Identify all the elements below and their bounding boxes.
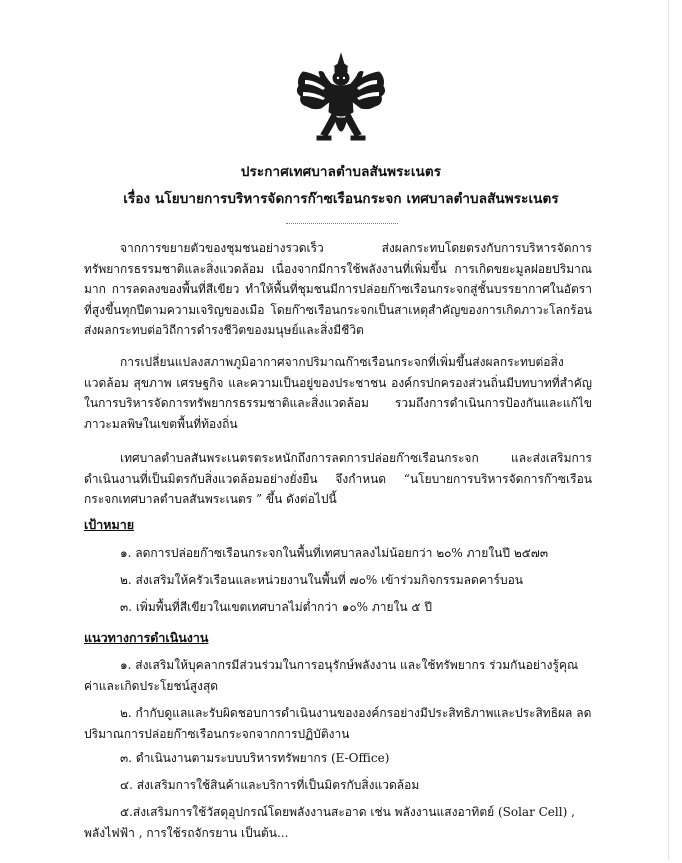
goal-item: ๑. ลดการปล่อยก๊าซเรือนกระจกในพื้นที่เทศบาลลงไม่น้อยกว่า ๒๐% ภายในปี ๒๕๗๓ xyxy=(120,546,549,560)
guideline-item: ๓. ดำเนินงานตามระบบบริหารทรัพยากร (E-Office) xyxy=(120,751,390,765)
guideline-item: ๕.ส่งเสริมการใช้วัสดุอุปกรณ์โดยพลังงานสะอาด เช่น พลังงานแสงอาทิตย์ (Solar Cell) , พลังไฟฟ้า , การใช้รถจักรยาน เป็นต้น... xyxy=(84,805,575,840)
guideline-item: ๔. ส่งเสริมการใช้สินค้าและบริการที่เป็นมิตรกับสิ่งแวดล้อม xyxy=(120,778,420,792)
intro-paragraph: เทศบาลตำบลสันพระเนตรตระหนักถึงการลดการปล่อยก๊าซเรือนกระจก และส่งเสริมการดำเนินงานที่เป็นมิตรกับสิ่งแวดล้อมอย่างยั่งยืน จึงกำหนด “นโยบายการบริหารจัดการก๊าซเรือนกระจกเทศบาลตำบลสันพระเนตร ” ขึ้น ดังต่อไปนี้ xyxy=(84,451,592,506)
guideline-item: ๑. ส่งเสริมให้บุคลากรมีส่วนร่วมในการอนุรักษ์พลังงาน และใช้ทรัพยากร ร่วมกันอย่างรู้คุณค่าและเกิดประโยชน์สูงสุด xyxy=(84,658,579,693)
intro-paragraph: จากการขยายตัวของชุมชนอย่างรวดเร็ว ส่งผลกระทบโดยตรงกับการบริหารจัดการทรัพยากรธรรมชาติและสิ่งแวดล้อม เนื่องจากมีการใช้พลังงานที่เพิ่มขึ้น การเกิดขยะมูลฝอยปริมาณมาก การลดลงของพื้นที่สีเขียว ทำให้พื้นที่ชุมชนมีการปล่อยก๊าซเรือนกระจกสู่ชั้นบรรยากาศในอัตราที่สูงขึ้นทุกปีตามความเจริญของเมือ โดยก๊าซเรือนกระจกเป็นสาเหตุสำคัญของการเกิดภาวะโลกร้อน ส่งผลกระทบต่อวิถีการดำรงชีวิตของมนุษย์และสิ่งมีชีวิต xyxy=(84,241,592,337)
guidelines-heading: แนวทางการดำเนินงาน xyxy=(84,630,209,645)
goal-item: ๓. เพิ่มพื้นที่สีเขียวในเขตเทศบาลไม่ต่ำกว่า ๑๐% ภายใน ๕ ปี xyxy=(120,600,432,614)
garuda-emblem-icon xyxy=(291,52,391,148)
intro-paragraph: การเปลี่ยนแปลงสภาพภูมิอากาศจากปริมาณก๊าซเรือนกระจกที่เพิ่มขึ้นส่งผลกระทบต่อสิ่งแวดล้อม สุขภาพ เศรษฐกิจ และความเป็นอยู่ของประชาชน องค์กรปกครองส่วนถิ่นมีบทบาทที่สำคัญในการบริหารจัดการทรัพยากรธรรมชาติและสิ่งแวดล้อม รวมถึงการดำเนินการป้องกันและแก้ไขภาวะมลพิษในเขตพื้นที่ท้องถิ่น xyxy=(84,355,592,431)
goal-item: ๒. ส่งเสริมให้ครัวเรือนและหน่วยงานในพื้นที่ ๗๐% เข้าร่วมกิจกรรมลดคาร์บอน xyxy=(120,573,524,587)
goals-heading: เป้าหมาย xyxy=(84,517,135,532)
announcement-subject: เรื่อง นโยบายการบริหารจัดการก๊าซเรือนกระจก เทศบาลตำบลสันพระเนตร xyxy=(123,191,559,207)
guideline-item: ๒. กำกับดูแลและรับผิดชอบการดำเนินงานขององค์กรอย่างมีประสิทธิภาพและประสิทธิผล ลดปริมาณการปล่อยก๊าซเรือนกระจกจากการปฏิบัติงาน xyxy=(84,706,592,741)
dotted-divider xyxy=(286,223,398,224)
announcement-title: ประกาศเทศบาลตำบลสันพระเนตร xyxy=(240,164,442,180)
